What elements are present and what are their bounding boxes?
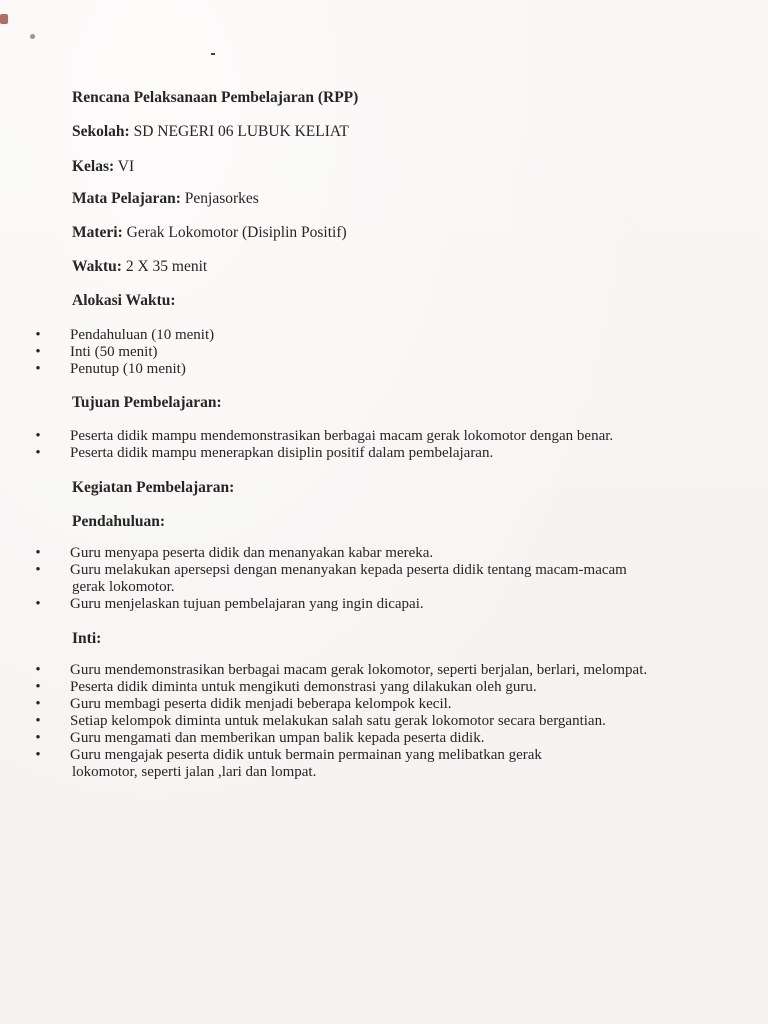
waktu-row bbox=[72, 258, 207, 276]
sekolah-row bbox=[72, 123, 349, 141]
bullet-icon: • bbox=[35, 327, 41, 343]
pendahuluan-heading-text: Pendahuluan: bbox=[72, 513, 166, 530]
kelas-value: VI bbox=[117, 158, 135, 175]
list-item-text: Peserta didik diminta untuk mengikuti demonstrasi yang dilakukan oleh guru. bbox=[70, 679, 537, 695]
bullet-icon: • bbox=[35, 679, 41, 695]
list-item-continuation: gerak lokomotor. bbox=[72, 579, 175, 595]
alokasi-heading bbox=[72, 292, 176, 310]
document-title bbox=[72, 89, 358, 107]
inti-heading-text: Inti: bbox=[72, 630, 102, 647]
bullet-icon: • bbox=[35, 545, 41, 561]
list-item-continuation: lokomotor, seperti jalan ,lari dan lompat. bbox=[72, 764, 317, 780]
list-item-text: Peserta didik mampu mendemonstrasikan berbagai macam gerak lokomotor dengan benar. bbox=[70, 428, 614, 444]
bullet-icon: • bbox=[35, 696, 41, 712]
kelas-row bbox=[72, 158, 134, 176]
paper-edge-mark bbox=[0, 14, 8, 24]
bullet-icon: • bbox=[35, 445, 41, 461]
materi-label: Materi: bbox=[72, 224, 123, 241]
list-item-text: Pendahuluan (10 menit) bbox=[70, 327, 215, 343]
materi-row bbox=[72, 224, 347, 242]
pendahuluan-heading bbox=[72, 513, 165, 531]
sekolah-value: SD NEGERI 06 LUBUK KELIAT bbox=[133, 123, 349, 140]
list-item-text: Guru menjelaskan tujuan pembelajaran yang ingin dicapai. bbox=[70, 596, 424, 612]
waktu-value: 2 X 35 menit bbox=[125, 258, 208, 275]
list-item-text: Inti (50 menit) bbox=[70, 344, 158, 360]
alokasi-heading-text: Alokasi Waktu: bbox=[72, 292, 176, 309]
kelas-label: Kelas: bbox=[72, 158, 115, 175]
mapel-label: Mata Pelajaran: bbox=[72, 190, 181, 207]
list-item-text: Guru menyapa peserta didik dan menanyakan kabar mereka. bbox=[70, 545, 434, 561]
inti-heading bbox=[72, 630, 101, 648]
list-item-text: Guru mengamati dan memberikan umpan balik kepada peserta didik. bbox=[70, 730, 485, 746]
list-item-text: Guru mendemonstrasikan berbagai macam gerak lokomotor, seperti berjalan, berlari, melompat. bbox=[70, 662, 648, 678]
sekolah-label: Sekolah: bbox=[72, 123, 130, 140]
paper-hole-mark bbox=[30, 34, 35, 39]
bullet-icon: • bbox=[35, 747, 41, 763]
bullet-icon: • bbox=[35, 730, 41, 746]
tujuan-heading-text: Tujuan Pembelajaran: bbox=[72, 394, 222, 411]
kegiatan-heading bbox=[72, 479, 234, 497]
title-text: Rencana Pelaksanaan Pembelajaran (RPP) bbox=[72, 89, 359, 106]
list-item-text: Setiap kelompok diminta untuk melakukan salah satu gerak lokomotor secara bergantian. bbox=[70, 713, 606, 729]
bullet-icon: • bbox=[35, 428, 41, 444]
bullet-icon: • bbox=[35, 562, 41, 578]
materi-value: Gerak Lokomotor (Disiplin Positif) bbox=[126, 224, 347, 241]
kegiatan-heading-text: Kegiatan Pembelajaran: bbox=[72, 479, 235, 496]
tujuan-heading bbox=[72, 394, 222, 412]
list-item-text: Penutup (10 menit) bbox=[70, 361, 186, 377]
list-item-text: Guru mengajak peserta didik untuk bermain permainan yang melibatkan gerak bbox=[70, 747, 542, 763]
bullet-icon: • bbox=[35, 662, 41, 678]
bullet-icon: • bbox=[35, 361, 41, 377]
bullet-icon: • bbox=[35, 596, 41, 612]
list-item-text: Guru melakukan apersepsi dengan menanyakan kepada peserta didik tentang macam-macam bbox=[70, 562, 627, 578]
mapel-row bbox=[72, 190, 259, 208]
list-item-text: Guru membagi peserta didik menjadi beberapa kelompok kecil. bbox=[70, 696, 452, 712]
bullet-icon: • bbox=[35, 344, 41, 360]
list-item-text: Peserta didik mampu menerapkan disiplin positif dalam pembelajaran. bbox=[70, 445, 494, 461]
stray-mark bbox=[211, 53, 215, 55]
waktu-label: Waktu: bbox=[72, 258, 122, 275]
bullet-icon: • bbox=[35, 713, 41, 729]
mapel-value: Penjasorkes bbox=[184, 190, 259, 207]
